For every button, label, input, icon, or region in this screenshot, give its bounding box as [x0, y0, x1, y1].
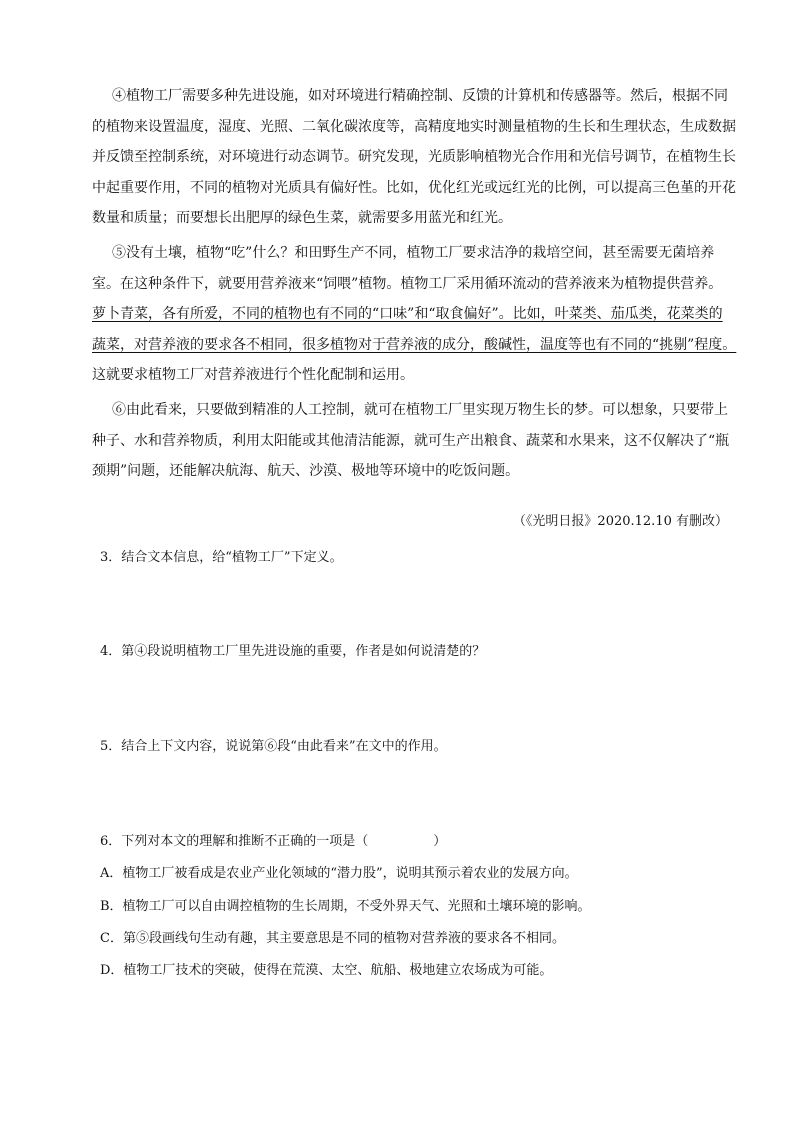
paragraph-5-line: 这就要求植物工厂对营养液进行个性化配制和运用。: [92, 367, 414, 383]
option-c: C．第⑤段画线句生动有趣，其主要意思是不同的植物对营养液的要求各不相同。: [100, 931, 565, 946]
question-3: 3．结合文本信息，给“植物工厂”下定义。: [100, 550, 343, 565]
option-d: D．植物工厂技术的突破，使得在荒漠、太空、航船、极地建立农场成为可能。: [100, 963, 553, 978]
paragraph-4-line: 数量和质量；而要想长出肥厚的绿色生菜，就需要多用蓝光和红光。: [92, 210, 512, 226]
paragraph-5: [70, 238, 737, 391]
question-4: 4．第④段说明植物工厂里先进设施的重要，作者是如何说清楚的？: [100, 644, 486, 659]
paragraph-4-line: 中起重要作用，不同的植物对光质具有偏好性。比如，优化红光或远红光的比例，可以提高三色堇的开花: [92, 179, 736, 196]
paragraph-4-line: 并反馈至控制系统，对环境进行动态调节。研究发现，光质影响植物光合作用和光信号调节，在植物生长: [92, 149, 736, 165]
paragraph-5-line: ⑤没有土壤，植物“吃”什么？和田野生产不同，植物工厂要求洁净的栽培空间，甚至需要无菌培养: [112, 245, 715, 261]
paragraph-5-line: 室。在这种条件下，就要用营养液来“饲喂”植物。植物工厂采用循环流动的营养液来为植物提供营养。: [92, 275, 723, 292]
paragraph-4: [70, 81, 736, 234]
question-5: 5．结合上下文内容，说说第⑥段“由此看来”在文中的作用。: [100, 739, 447, 754]
option-a: A．植物工厂被看成是农业产业化领域的“潜力股”，说明其预示着农业的发展方向。: [100, 866, 578, 881]
underlined-sentence-line: 萝卜青菜，各有所爱，不同的植物也有不同的“口味”和“取食偏好”。比如，叶菜类、茄瓜类，花菜类的: [92, 306, 723, 322]
underlined-sentence-line: 蔬菜，对营养液的要求各不相同，很多植物对于营养液的成分，酸碱性，温度等也有不同的“挑剔”程度。: [92, 336, 737, 353]
paragraph-6-line: 颈期”问题，还能解决航海、航天、沙漠、极地等环境中的吃饭问题。: [92, 463, 520, 479]
paragraph-4-line: ④植物工厂需要多种先进设施，如对环境进行精确控制、反馈的计算机和传感器等。然后，根据不同: [112, 88, 728, 104]
article-source: （《光明日报》2020.12.10 有删改）: [512, 514, 728, 529]
question-6: 6．下列对本文的理解和推断不正确的一项是（ ）: [100, 834, 447, 849]
paragraph-6-line: ⑥由此看来，只要做到精准的人工控制，就可在植物工厂里实现万物生长的梦。可以想象，只要带上: [112, 402, 728, 418]
paragraph-6: [70, 395, 730, 487]
paragraph-4-line: 的植物来设置温度，湿度、光照、二氧化碳浓度等，高精度地实时测量植物的生长和生理状态，生成数据: [92, 118, 736, 135]
option-b: B．植物工厂可以自由调控植物的生长周期，不受外界天气、光照和土壤环境的影响。: [100, 899, 591, 914]
paragraph-6-line: 种子、水和营养物质，利用太阳能或其他清洁能源，就可生产出粮食、蔬菜和水果来，这不仅解决了“瓶: [92, 432, 730, 449]
